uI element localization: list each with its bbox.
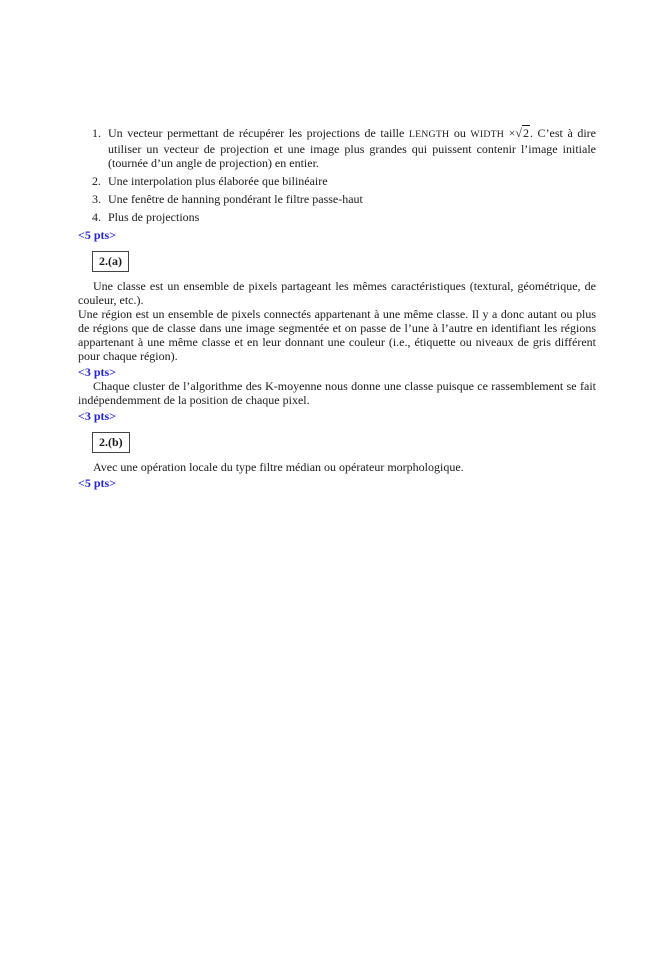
text-segment: ou	[449, 126, 471, 140]
list-item-number: 2.	[92, 174, 101, 188]
text-segment: Un vecteur permettant de récupérer les projections de taille	[108, 126, 409, 140]
list-item-number: 1.	[92, 126, 101, 140]
list-item-number: 3.	[92, 192, 101, 206]
sqrt-2-math	[515, 125, 530, 140]
list-item-3	[78, 192, 596, 206]
list-item-text: Plus de projections	[108, 210, 200, 224]
list-item-1	[78, 126, 596, 170]
answer-box-2b: 2.(b)	[92, 432, 130, 453]
radicand: 2	[523, 126, 529, 140]
radical-sign: √	[515, 126, 522, 140]
list-item-4	[78, 210, 596, 224]
points-marker: <5 pts>	[78, 228, 117, 242]
answer-box-2a: 2.(a)	[92, 251, 129, 272]
section-2b	[78, 423, 596, 490]
paragraph: Une région est un ensemble de pixels connectés appartenant à une même classe. Il y a donc autant ou plus de régions que de classe dans une image segmentée et on passe de l’une à l’autre en identifiant les régions appartenant à une même classe et en leur donnant une couleur (i.e., étiquette ou niveaux de gris différent pour chaque région).	[78, 307, 596, 363]
list-item-text	[108, 126, 596, 170]
smallcaps-width: WIDTH	[470, 129, 505, 140]
text-segment: . C’est à dire utiliser un vecteur de projection et une image plus grandes qui puissent contenir l’image initiale (tournée d’un angle de projection) en entier.	[108, 126, 596, 170]
paragraph: Chaque cluster de l’algorithme des K-moyenne nous donne une classe puisque ce rassemblement se fait indépendemment de la position de chaque pixel.	[78, 379, 596, 407]
smallcaps-length: LENGTH	[408, 129, 450, 140]
points-marker: <3 pts>	[78, 409, 117, 423]
paragraph: Une classe est un ensemble de pixels partageant les mêmes caractéristiques (textural, géométrique, de couleur, etc.).	[78, 279, 596, 307]
times-sign: ×	[504, 126, 516, 140]
paragraph: Avec une opération locale du type filtre médian ou opérateur morphologique.	[93, 460, 464, 474]
list-item-number: 4.	[92, 210, 101, 224]
list-item-text: Une interpolation plus élaborée que bilinéaire	[108, 174, 328, 188]
section-2a	[78, 242, 596, 423]
list-item-2	[78, 174, 596, 188]
points-marker: <3 pts>	[78, 365, 117, 379]
list-item-text: Une fenêtre de hanning pondérant le filtre passe-haut	[108, 192, 363, 206]
numbered-list	[78, 126, 596, 224]
points-marker: <5 pts>	[78, 476, 117, 490]
document-page	[78, 126, 596, 490]
